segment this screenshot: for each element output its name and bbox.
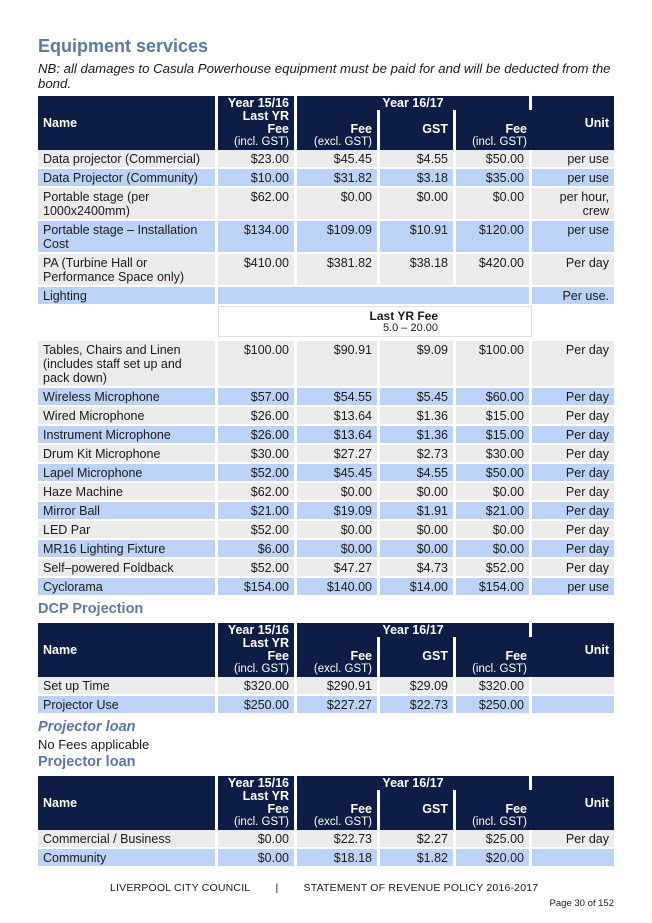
row-gst: $2.73 (380, 445, 456, 464)
row-name: Data projector (Commercial) (38, 150, 218, 169)
row-last-yr-fee: $52.00 (218, 464, 297, 483)
lighting-last-yr-label: Last YR Fee (369, 309, 439, 323)
row-unit: Per day (532, 830, 614, 849)
table-row (38, 188, 614, 221)
lighting-last-yr-box (218, 306, 532, 337)
row-last-yr-fee: $62.00 (218, 188, 297, 221)
row-unit (532, 677, 614, 696)
col-sub-incl-gst: (incl. GST) (218, 663, 297, 677)
row-name: Commercial / Business (38, 830, 218, 849)
row-gst: $0.00 (380, 540, 456, 559)
row-fee-incl-gst: $250.00 (456, 696, 532, 715)
row-gst: $4.73 (380, 559, 456, 578)
row-fee-incl-gst: $15.00 (456, 407, 532, 426)
col-sub-excl-gst: (excl. GST) (297, 663, 380, 677)
page-content (38, 36, 614, 868)
row-gst: $10.91 (380, 221, 456, 254)
row-fee-incl-gst: $25.00 (456, 830, 532, 849)
row-gst: $0.00 (380, 483, 456, 502)
row-gst: $3.18 (380, 169, 456, 188)
row-unit: Per day (532, 407, 614, 426)
row-last-yr-fee: $26.00 (218, 407, 297, 426)
col-header-last-yr-fee: Last YR Fee (218, 110, 297, 136)
table-row (38, 483, 614, 502)
footer-separator: | (275, 882, 279, 894)
loan-rows (38, 830, 614, 868)
footer-document: STATEMENT OF REVENUE POLICY 2016-2017 (303, 882, 539, 894)
equipment-table-header (38, 96, 614, 150)
row-unit: Per day (532, 483, 614, 502)
row-fee-excl-gst: $47.27 (297, 559, 380, 578)
table-row (38, 559, 614, 578)
row-name: MR16 Lighting Fixture (38, 540, 218, 559)
row-fee-excl-gst: $31.82 (297, 169, 380, 188)
row-fee-incl-gst: $0.00 (456, 188, 532, 221)
loan-table-header (38, 776, 614, 830)
table-row (38, 388, 614, 407)
row-name: Tables, Chairs and Linen (includes staff set up and pack down) (38, 341, 218, 388)
row-gst: $0.00 (380, 521, 456, 540)
table-row (38, 696, 614, 715)
col-header-fee-incl: Fee (456, 637, 532, 663)
row-fee-incl-gst: $30.00 (456, 445, 532, 464)
row-blank (218, 287, 532, 306)
row-fee-incl-gst: $50.00 (456, 464, 532, 483)
row-unit: Per day (532, 254, 614, 287)
row-name: Self–powered Foldback (38, 559, 218, 578)
table-row (38, 169, 614, 188)
col-header-year1516: Year 15/16 (218, 776, 297, 790)
equipment-table (38, 96, 614, 597)
row-name: Portable stage (per 1000x2400mm) (38, 188, 218, 221)
row-unit: per use (532, 169, 614, 188)
row-gst: $22.73 (380, 696, 456, 715)
row-unit: Per day (532, 521, 614, 540)
col-sub-excl-gst: (excl. GST) (297, 816, 380, 830)
row-last-yr-fee: $30.00 (218, 445, 297, 464)
row-name: Wired Microphone (38, 407, 218, 426)
col-header-year1617: Year 16/17 (297, 623, 532, 637)
equipment-rows (38, 150, 614, 287)
table-row-lighting-last-yr (38, 306, 614, 337)
projector-loan-subheading: Projector loan (38, 719, 136, 735)
row-fee-excl-gst: $54.55 (297, 388, 380, 407)
col-sub-blank (380, 816, 456, 830)
row-fee-incl-gst: $0.00 (456, 483, 532, 502)
row-fee-excl-gst: $27.27 (297, 445, 380, 464)
footer-council: LIVERPOOL CITY COUNCIL (110, 882, 251, 894)
row-last-yr-fee: $134.00 (218, 221, 297, 254)
col-header-fee: Fee (297, 637, 380, 663)
row-name: LED Par (38, 521, 218, 540)
row-last-yr-fee: $23.00 (218, 150, 297, 169)
row-name: Projector Use (38, 696, 218, 715)
table-row-lighting (38, 287, 614, 306)
row-fee-incl-gst: $0.00 (456, 521, 532, 540)
table-row (38, 502, 614, 521)
col-sub-excl-gst: (excl. GST) (297, 136, 380, 150)
row-last-yr-fee: $26.00 (218, 426, 297, 445)
row-last-yr-fee: $6.00 (218, 540, 297, 559)
row-unit (532, 696, 614, 715)
col-header-last-yr-fee: Last YR Fee (218, 790, 297, 816)
row-gst: $1.82 (380, 849, 456, 868)
equipment-rows-2 (38, 341, 614, 597)
row-unit: per hour, crew (532, 188, 614, 221)
row-fee-excl-gst: $0.00 (297, 483, 380, 502)
col-header-name: Name (38, 776, 218, 830)
row-name: PA (Turbine Hall or Performance Space only) (38, 254, 218, 287)
row-fee-incl-gst: $50.00 (456, 150, 532, 169)
table-row (38, 849, 614, 868)
page-title: Equipment services (38, 36, 209, 56)
row-fee-incl-gst: $120.00 (456, 221, 532, 254)
row-fee-excl-gst: $227.27 (297, 696, 380, 715)
row-fee-incl-gst: $52.00 (456, 559, 532, 578)
row-fee-excl-gst: $0.00 (297, 540, 380, 559)
row-name: Lighting (38, 287, 218, 306)
col-header-fee: Fee (297, 790, 380, 816)
row-fee-incl-gst: $420.00 (456, 254, 532, 287)
row-gst: $4.55 (380, 464, 456, 483)
col-sub-blank (380, 663, 456, 677)
row-fee-incl-gst: $320.00 (456, 677, 532, 696)
row-fee-incl-gst: $35.00 (456, 169, 532, 188)
row-unit: Per day (532, 341, 614, 388)
row-fee-excl-gst: $381.82 (297, 254, 380, 287)
col-header-fee: Fee (297, 110, 380, 136)
row-fee-excl-gst: $45.45 (297, 150, 380, 169)
row-blank (532, 306, 614, 337)
col-header-year1516: Year 15/16 (218, 96, 297, 110)
row-name: Community (38, 849, 218, 868)
table-row (38, 221, 614, 254)
row-fee-incl-gst: $20.00 (456, 849, 532, 868)
projector-loan-table (38, 776, 614, 868)
row-last-yr-fee: $0.00 (218, 849, 297, 868)
row-last-yr-fee: $100.00 (218, 341, 297, 388)
col-header-name: Name (38, 96, 218, 150)
table-row (38, 254, 614, 287)
col-sub-incl-gst: (incl. GST) (218, 136, 297, 150)
row-fee-excl-gst: $13.64 (297, 426, 380, 445)
col-sub-incl-gst: (incl. GST) (456, 816, 532, 830)
col-header-gst: GST (380, 637, 456, 663)
row-unit (532, 849, 614, 868)
row-last-yr-fee: $250.00 (218, 696, 297, 715)
table-row (38, 426, 614, 445)
row-fee-incl-gst: $0.00 (456, 540, 532, 559)
row-name: Portable stage – Installation Cost (38, 221, 218, 254)
row-last-yr-fee: $52.00 (218, 559, 297, 578)
col-header-year1617: Year 16/17 (297, 776, 532, 790)
table-row (38, 578, 614, 597)
row-gst: $14.00 (380, 578, 456, 597)
col-header-unit: Unit (532, 623, 614, 677)
row-fee-excl-gst: $22.73 (297, 830, 380, 849)
col-sub-incl-gst: (incl. GST) (456, 136, 532, 150)
dcp-table-header (38, 623, 614, 677)
row-last-yr-fee: $10.00 (218, 169, 297, 188)
lighting-last-yr-range: 5.0 – 20.00 (382, 322, 439, 334)
row-last-yr-fee: $0.00 (218, 830, 297, 849)
col-header-unit: Unit (532, 96, 614, 150)
row-name: Haze Machine (38, 483, 218, 502)
row-name: Set up Time (38, 677, 218, 696)
page-number: Page 30 of 152 (549, 898, 614, 909)
row-unit: per use (532, 150, 614, 169)
projector-loan-heading: Projector loan (38, 754, 136, 770)
row-last-yr-fee: $320.00 (218, 677, 297, 696)
col-header-gst: GST (380, 790, 456, 816)
row-unit: Per day (532, 559, 614, 578)
row-name: Wireless Microphone (38, 388, 218, 407)
dcp-projection-heading: DCP Projection (38, 601, 144, 617)
damage-note: NB: all damages to Casula Powerhouse equipment must be paid for and will be deducted from the bond. (38, 61, 611, 91)
row-name: Lapel Microphone (38, 464, 218, 483)
row-gst: $4.55 (380, 150, 456, 169)
row-gst: $0.00 (380, 188, 456, 221)
col-header-year1617: Year 16/17 (297, 96, 532, 110)
row-gst: $5.45 (380, 388, 456, 407)
row-name: Data Projector (Community) (38, 169, 218, 188)
table-row (38, 407, 614, 426)
row-fee-excl-gst: $19.09 (297, 502, 380, 521)
row-gst: $29.09 (380, 677, 456, 696)
row-last-yr-fee: $154.00 (218, 578, 297, 597)
col-header-fee-incl: Fee (456, 790, 532, 816)
row-unit: Per day (532, 426, 614, 445)
row-gst: $2.27 (380, 830, 456, 849)
col-header-unit: Unit (532, 776, 614, 830)
row-fee-excl-gst: $18.18 (297, 849, 380, 868)
row-gst: $1.91 (380, 502, 456, 521)
col-sub-blank (380, 136, 456, 150)
lighting-rows (38, 287, 614, 341)
page-footer (110, 882, 538, 894)
row-unit: Per day (532, 464, 614, 483)
row-fee-incl-gst: $15.00 (456, 426, 532, 445)
row-unit: Per use. (532, 287, 614, 306)
no-fees-text: No Fees applicable (38, 737, 150, 752)
table-row (38, 445, 614, 464)
row-fee-incl-gst: $100.00 (456, 341, 532, 388)
table-row (38, 521, 614, 540)
row-name: Cyclorama (38, 578, 218, 597)
table-row (38, 540, 614, 559)
row-fee-incl-gst: $21.00 (456, 502, 532, 521)
row-unit: Per day (532, 445, 614, 464)
row-unit: Per day (532, 502, 614, 521)
row-last-yr-fee: $62.00 (218, 483, 297, 502)
row-last-yr-fee: $57.00 (218, 388, 297, 407)
dcp-table (38, 623, 614, 715)
row-gst: $9.09 (380, 341, 456, 388)
row-last-yr-fee: $21.00 (218, 502, 297, 521)
row-last-yr-fee: $410.00 (218, 254, 297, 287)
table-row (38, 464, 614, 483)
row-name: Drum Kit Microphone (38, 445, 218, 464)
row-fee-excl-gst: $45.45 (297, 464, 380, 483)
row-fee-excl-gst: $140.00 (297, 578, 380, 597)
row-name: Instrument Microphone (38, 426, 218, 445)
row-gst: $1.36 (380, 407, 456, 426)
row-last-yr-fee: $52.00 (218, 521, 297, 540)
row-unit: per use (532, 578, 614, 597)
row-unit: Per day (532, 540, 614, 559)
row-gst: $38.18 (380, 254, 456, 287)
col-header-name: Name (38, 623, 218, 677)
row-fee-incl-gst: $154.00 (456, 578, 532, 597)
row-unit: per use (532, 221, 614, 254)
row-fee-excl-gst: $90.91 (297, 341, 380, 388)
row-fee-excl-gst: $290.91 (297, 677, 380, 696)
col-header-last-yr-fee: Last YR Fee (218, 637, 297, 663)
row-fee-incl-gst: $60.00 (456, 388, 532, 407)
row-unit: Per day (532, 388, 614, 407)
row-gst: $1.36 (380, 426, 456, 445)
row-name: Mirror Ball (38, 502, 218, 521)
row-fee-excl-gst: $0.00 (297, 521, 380, 540)
col-header-year1516: Year 15/16 (218, 623, 297, 637)
col-sub-incl-gst: (incl. GST) (218, 816, 297, 830)
col-header-gst: GST (380, 110, 456, 136)
table-row (38, 830, 614, 849)
col-header-fee-incl: Fee (456, 110, 532, 136)
row-fee-excl-gst: $13.64 (297, 407, 380, 426)
table-row (38, 677, 614, 696)
col-sub-incl-gst: (incl. GST) (456, 663, 532, 677)
row-blank (38, 306, 218, 337)
row-fee-excl-gst: $0.00 (297, 188, 380, 221)
table-row (38, 150, 614, 169)
table-row (38, 341, 614, 388)
dcp-rows (38, 677, 614, 715)
row-fee-excl-gst: $109.09 (297, 221, 380, 254)
